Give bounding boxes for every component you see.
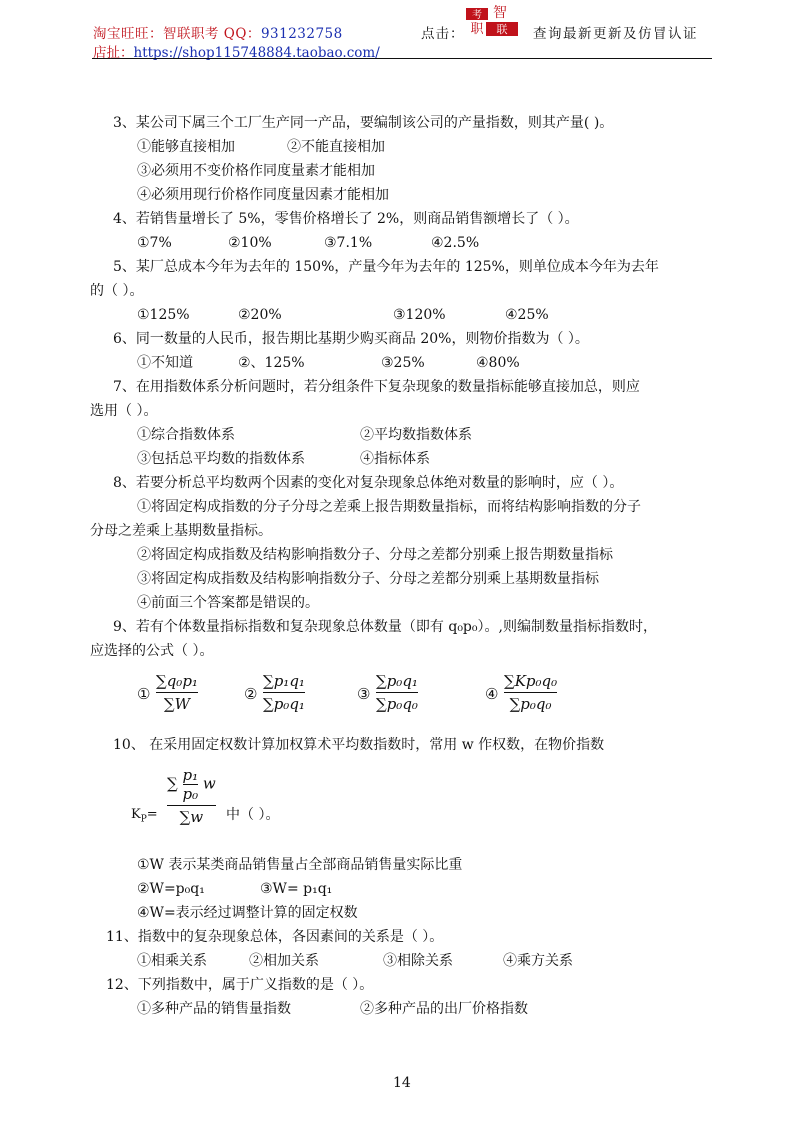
logo-char-2: 智	[493, 5, 507, 21]
q8-option-4: ④前面三个答案都是错误的。	[137, 595, 319, 611]
q3-option-3: ③必须用不变价格作同度量素才能相加	[137, 163, 375, 179]
fraction-bar	[504, 692, 557, 693]
q8-option-1-cont: 分母之差乘上基期数量指标。	[90, 523, 272, 539]
q3-option-4: ④必须用现行价格作同度量因素才能相加	[137, 187, 389, 203]
q11-option-4: ④乘方关系	[503, 953, 573, 969]
question-3: 3、某公司下属三个工厂生产同一产品，要编制该公司的产量指数，则其产量( )。	[113, 115, 614, 131]
question-6: 6、同一数量的人民币，报告期比基期少购买商品 20%，则物价指数为（ ）。	[113, 331, 589, 347]
shop-link[interactable]: https://shop115748884.taobao.com/	[133, 45, 380, 61]
logo-char-3: 职	[470, 22, 484, 37]
kp-w: w	[202, 774, 216, 793]
q6-option-4: ④80%	[476, 355, 520, 371]
formula-4-denominator: ∑p₀q₀	[509, 695, 552, 713]
kp-p0: p₀	[182, 785, 199, 803]
logo-char-1: 考	[472, 10, 482, 21]
kp-p1: p₁	[182, 766, 199, 784]
shop-label: 店扯：	[93, 45, 134, 61]
formula-3-numerator: ∑p₀q₁	[376, 672, 418, 690]
page-number: 14	[393, 1075, 411, 1091]
q6-option-3: ③25%	[381, 355, 425, 371]
kp-formula	[167, 766, 216, 826]
q5-option-4: ④25%	[505, 307, 549, 323]
q4-option-2: ②10%	[228, 235, 272, 251]
logo-char-4: 联	[496, 23, 508, 36]
kp-numerator	[167, 766, 216, 803]
kp-denominator: ∑w	[179, 808, 204, 826]
question-9: 9、若有个体数量指标指数和复杂现象总体数量（即有 q₀p₀）。,则编制数量指标指数时，	[113, 619, 657, 635]
q11-option-3: ③相除关系	[383, 953, 453, 969]
q10-option-3: ③W= p₁q₁	[260, 881, 333, 897]
q11-option-1: ①相乘关系	[137, 953, 207, 969]
q6-option-1: ①不知道	[137, 355, 193, 371]
q5-option-2: ②20%	[238, 307, 282, 323]
q7-option-1: ①综合指数体系	[137, 427, 235, 443]
formula-4-label: ④	[485, 685, 499, 703]
q10-option-4: ④W=表示经过调整计算的固定权数	[137, 905, 358, 921]
page-header	[0, 0, 800, 62]
formula-4	[504, 672, 557, 713]
formula-2-numerator: ∑p₁q₁	[263, 672, 305, 690]
q7-option-2: ②平均数指数体系	[360, 427, 472, 443]
formula-2-label: ②	[244, 685, 258, 703]
q12-option-2: ②多种产品的出厂价格指数	[360, 1001, 528, 1017]
q8-option-3: ③将固定构成指数及结构影响指数分子、分母之差都分别乘上基期数量指标	[137, 571, 599, 587]
formula-2-denominator: ∑p₀q₁	[263, 695, 305, 713]
zhilian-logo[interactable]	[466, 2, 520, 38]
q8-option-1: ①将固定构成指数的分子分母之差乘上报告期数量指标，而将结构影响指数的分子	[137, 499, 641, 515]
q11-option-2: ②相加关系	[249, 953, 319, 969]
q3-option-2: ②不能直接相加	[287, 139, 385, 155]
q4-option-1: ①7%	[137, 235, 172, 251]
q3-option-1: ①能够直接相加	[137, 139, 235, 155]
fraction-bar	[376, 692, 418, 693]
fraction-bar	[156, 692, 198, 693]
q4-option-3: ③7.1%	[324, 235, 373, 251]
question-7: 7、在用指数体系分析问题时，若分组条件下复杂现象的数量指标能够直接加总，则应	[113, 379, 640, 395]
q7-option-4: ④指标体系	[360, 451, 430, 467]
kp-inner-frac	[183, 766, 199, 803]
question-12: 12、下列指数中，属于广义指数的是（ ）。	[106, 977, 374, 993]
qq-number: 931232758	[260, 26, 343, 42]
q5-option-3: ③120%	[393, 307, 446, 323]
q4-option-4: ④2.5%	[431, 235, 480, 251]
q7-option-3: ③包括总平均数的指数体系	[137, 451, 305, 467]
kp-sum: ∑	[167, 774, 178, 793]
question-10: 10、 在采用固定权数计算加权算术平均数指数时，常用 w 作权数，在物价指数	[113, 737, 605, 753]
question-5-cont: 的（ ）。	[90, 283, 144, 299]
formula-3	[376, 672, 418, 713]
question-11: 11、指数中的复杂现象总体，各因素间的关系是（ ）。	[106, 929, 444, 945]
shop-contact	[93, 22, 343, 42]
fraction-bar	[167, 805, 216, 806]
formula-3-label: ③	[357, 685, 371, 703]
formula-4-numerator: ∑Kp₀q₀	[504, 672, 558, 690]
formula-1-label: ①	[137, 685, 151, 703]
header-divider	[92, 58, 712, 59]
question-9-cont: 应选择的公式（ ）。	[90, 643, 214, 659]
formula-1	[156, 672, 198, 713]
click-label: 点击：	[421, 26, 465, 42]
kp-label: $K_P=$	[131, 807, 158, 825]
q6-option-2: ②、125%	[238, 355, 305, 371]
shop-prefix: 淘宝旺旺：智联职考 QQ：	[93, 26, 261, 42]
kp-k: K	[131, 807, 141, 822]
fraction-bar	[263, 692, 305, 693]
q10-option-1: ①W 表示某类商品销售量占全部商品销售量实际比重	[137, 857, 463, 873]
q8-option-2: ②将固定构成指数及结构影响指数分子、分母之差都分别乘上报告期数量指标	[137, 547, 613, 563]
formula-3-denominator: ∑p₀q₀	[376, 695, 418, 713]
formula-2	[263, 672, 305, 713]
q5-option-1: ①125%	[137, 307, 190, 323]
formula-1-denominator: ∑W	[163, 695, 191, 713]
formula-1-numerator: ∑q₀p₁	[156, 672, 198, 690]
question-8: 8、若要分析总平均数两个因素的变化对复杂现象总体绝对数量的影响时，应（ ）。	[113, 475, 624, 491]
kp-sub: P	[140, 814, 147, 825]
verify-link[interactable]: 查询最新更新及仿冒认证	[533, 26, 698, 42]
q10-option-2: ②W=p₀q₁	[137, 881, 205, 897]
q12-option-1: ①多种产品的销售量指数	[137, 1001, 291, 1017]
question-4: 4、若销售量增长了 5%，零售价格增长了 2%，则商品销售额增长了（ ）。	[113, 211, 579, 227]
question-5: 5、某厂总成本今年为去年的 150%，产量今年为去年的 125%，则单位成本今年为去年	[113, 259, 659, 275]
question-7-cont: 选用（ ）。	[90, 403, 158, 419]
question-10-tail: 中（ ）。	[226, 807, 280, 823]
